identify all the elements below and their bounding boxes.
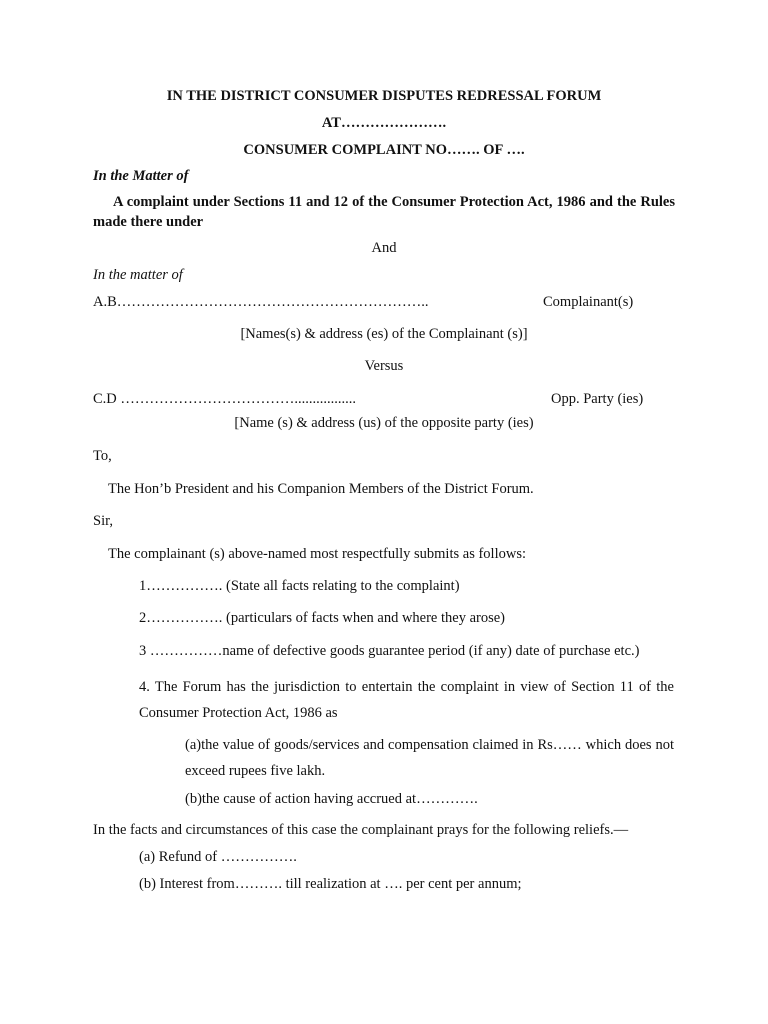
point-2: 2……………. (particulars of facts when and where they arose) xyxy=(139,610,505,626)
and-separator: And xyxy=(371,240,397,256)
point-4: 4. The Forum has the jurisdiction to entertain the complaint in view of Section 11 of the Consumer Protection Act, 1986 as xyxy=(139,679,674,721)
matter-description: A complaint under Sections 11 and 12 of the Consumer Protection Act, 1986 and the Rules made there under xyxy=(93,194,675,230)
relief-a: (a) Refund of ……………. xyxy=(139,849,297,865)
complaint-number: CONSUMER COMPLAINT NO……. OF …. xyxy=(243,142,525,158)
complainant-line: A.B……………………………………………………….. xyxy=(93,294,429,310)
forum-heading: IN THE DISTRICT CONSUMER DISPUTES REDRESSAL FORUM xyxy=(166,88,602,104)
point-4a: (a)the value of goods/services and compensation claimed in Rs…… which does not exceed rupees five lakh. xyxy=(185,737,674,779)
complainant-note: [Names(s) & address (es) of the Complainant (s)] xyxy=(240,326,528,342)
matter-label-2: In the matter of xyxy=(93,267,183,283)
versus-separator: Versus xyxy=(364,358,404,374)
matter-label-1: In the Matter of xyxy=(93,168,189,184)
complainant-role: Complainant(s) xyxy=(543,294,634,310)
addressee: The Hon’b President and his Companion Members of the District Forum. xyxy=(108,481,534,497)
salutation-to: To, xyxy=(93,448,112,464)
point-1: 1……………. (State all facts relating to the complaint) xyxy=(139,578,460,594)
relief-b: (b) Interest from………. till realization at …. per cent per annum; xyxy=(139,876,522,892)
point-4b: (b)the cause of action having accrued at…………. xyxy=(185,791,478,807)
submission-intro: The complainant (s) above-named most respectfully submits as follows: xyxy=(108,546,526,562)
salutation-sir: Sir, xyxy=(93,513,113,529)
point-3: 3 ……………name of defective goods guarantee period (if any) date of purchase etc.) xyxy=(139,643,640,659)
opposite-party-note: [Name (s) & address (us) of the opposite party (ies) xyxy=(234,415,534,431)
reliefs-intro: In the facts and circumstances of this case the complainant prays for the following reliefs.— xyxy=(93,822,629,838)
forum-location: AT…………………. xyxy=(321,115,447,131)
opposite-party-role: Opp. Party (ies) xyxy=(551,391,644,407)
opposite-party-line: C.D ………………………………................. xyxy=(93,391,357,407)
